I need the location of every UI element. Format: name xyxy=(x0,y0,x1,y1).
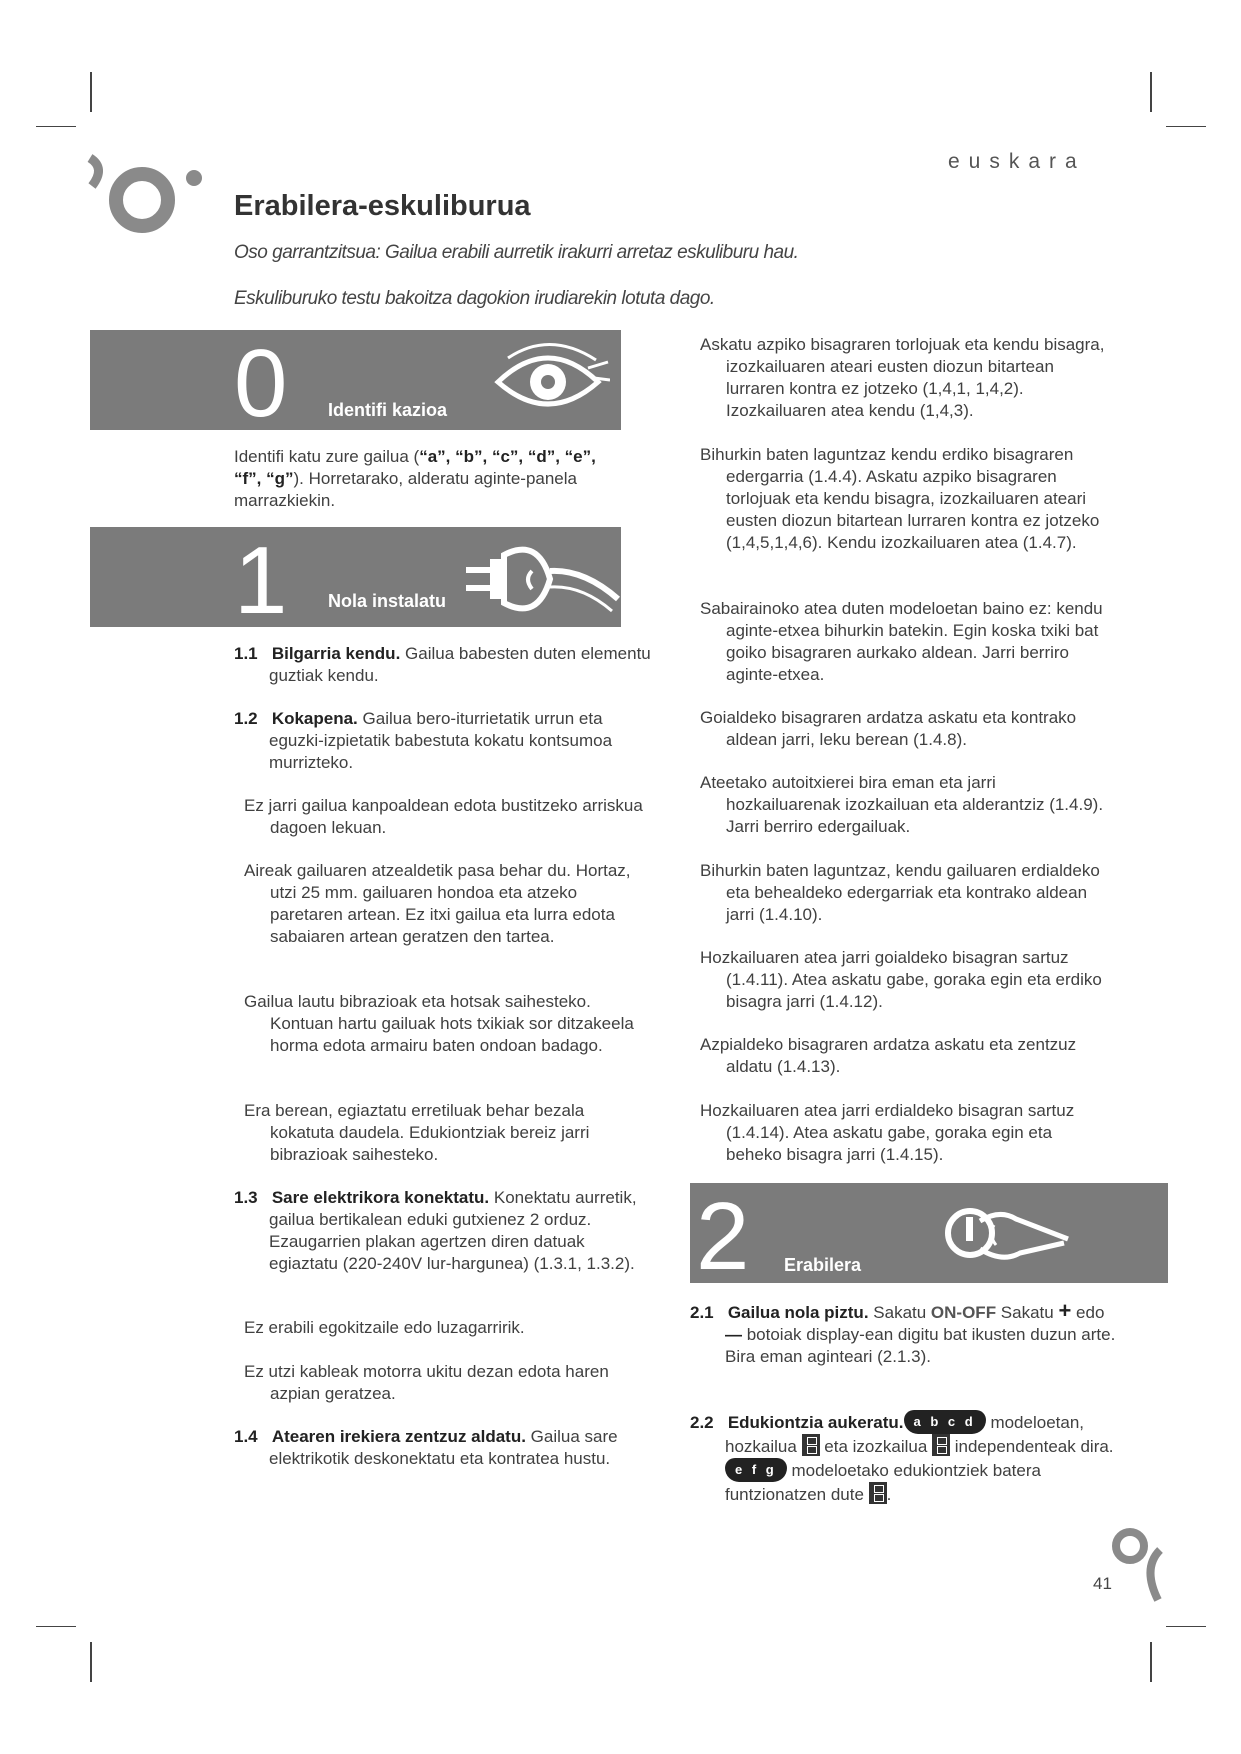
item-text: edo xyxy=(1071,1303,1105,1322)
note-outdoors: Ez jarri gailua kanpoaldean edota bustitzeko arriskua dagoen lekuan. xyxy=(244,796,643,837)
note-cables: Ez utzi kableak motorra ukitu dezan edota haren azpian geratzea. xyxy=(244,1362,609,1403)
item-number: 2.1 xyxy=(690,1303,714,1322)
section-1-band xyxy=(90,527,621,634)
step-fridge-door: Hozkailuaren atea jarri goialdeko bisagran sartuz (1.4.11). Atea askatu gabe, goraka egin eta erdiko bisagra jarri (1.4.12). xyxy=(700,948,1102,1011)
step-top-hinge: Goialdeko bisagraren ardatza askatu eta kontrako aldean jarri, leku berean (1.4.8). xyxy=(700,708,1077,749)
identify-text: Identifi katu zure gailua ( xyxy=(234,447,420,466)
fridge-compartment-icon xyxy=(802,1434,820,1456)
on-off-key: ON-OFF xyxy=(930,1303,997,1322)
finger-button-icon xyxy=(940,1199,1070,1273)
note-adapters: Ez erabili egokitzaile edo luzagarririk. xyxy=(244,1318,525,1337)
item-number: 2.2 xyxy=(690,1413,714,1432)
bubbles-corner-icon xyxy=(1108,1524,1166,1604)
note-trays: Era berean, egiaztatu erretiluak behar bezala kokatuta daudela. Edukiontziak bereiz jarri bibrazioak saihesteko. xyxy=(244,1101,590,1164)
item-heading: Edukiontzia aukeratu. xyxy=(727,1413,904,1432)
crop-mark xyxy=(36,126,76,127)
note-levelling: Gailua lautu bibrazioak eta hotsak saihesteko. Kontuan hartu gailuak hots txikiak sor ditzakeela horma edota armairu baten ondoan badago. xyxy=(244,992,634,1055)
item-text: modeloetako edukiontziek batera funtzionatzen dute xyxy=(725,1461,1041,1504)
model-badge-abcd: a b c d xyxy=(904,1410,986,1434)
item-text: Gailua babesten duten elementu guztiak kendu. xyxy=(269,644,651,685)
step-control-box: Sabairainoko atea duten modeloetan baino ez: kendu aginte-etxea bihurkin batekin. Egin koska txiki bat goiko bisagraren aurkako aldean. Jarri berriro aginte-etxea. xyxy=(700,599,1103,684)
item-text: botoiak display-ean digitu bat ikusten duzun arte. Bira eman aginteari (2.1.3). xyxy=(725,1325,1116,1366)
model-badge-efg: e f g xyxy=(725,1458,787,1482)
section-label: Identifi kazioa xyxy=(328,400,448,420)
item-2-1 xyxy=(690,1300,1125,1368)
language-label: euskara xyxy=(948,150,1086,173)
item-text: Gailua bero-iturrietatik urrun eta eguzki-izpietatik babestuta kokatu kontsumoa murrizteko. xyxy=(269,709,613,772)
intro-important: Oso garrantzitsua: Gailua erabili aurretik irakurri arretaz eskuliburu hau. xyxy=(234,242,799,263)
step-self-closers: Ateetako autoitxierei bira eman eta jarri hozkailuarenak izozkailuan eta alderantziz (1.4.9). Jarri berriro edergailuak. xyxy=(700,773,1104,836)
crop-mark xyxy=(36,1626,76,1627)
section-number: 1 xyxy=(234,527,288,634)
item-heading: Atearen irekiera zentzuz aldatu. xyxy=(271,1427,526,1446)
eye-icon xyxy=(490,338,610,422)
item-number: 1.4 xyxy=(234,1427,258,1446)
item-2-2 xyxy=(690,1410,1125,1506)
crop-mark xyxy=(90,1642,92,1682)
crop-mark xyxy=(1166,1626,1206,1627)
step-lower-hinge: Askatu azpiko bisagraren torlojuak eta kendu bisagra, izozkailuaren ateari eusten diozun bitartean lurraren kontra ez jotzeko (1,4,1, 1,4,2). Izozkailuaren atea kendu (1,4,3). xyxy=(700,335,1105,420)
item-number: 1.2 xyxy=(234,709,258,728)
note-airflow: Aireak gailuaren atzealdetik pasa behar du. Hortaz, utzi 25 mm. gailuaren hondoa eta atzeko paretaren artean. Ez itxi gailua eta lurra edota sabaiaren artean geratzen den tartea. xyxy=(244,861,631,946)
combined-compartment-icon xyxy=(869,1482,887,1504)
crop-mark xyxy=(1150,1642,1152,1682)
item-text: modeloetan, hozkailua xyxy=(725,1413,1085,1456)
item-1-3 xyxy=(234,1187,655,1275)
model-codes: “a”, “b”, “c”, “d”, “e”, “f”, “g” xyxy=(234,447,596,488)
item-heading: Gailua nola piztu. xyxy=(727,1303,869,1322)
minus-key: — xyxy=(725,1325,742,1344)
item-1-1 xyxy=(234,643,655,687)
section-0-band xyxy=(90,330,621,437)
step-trims: Bihurkin baten laguntzaz, kendu gailuaren erdialdeko eta behealdeko edergarriak eta kontrako aldean jarri (1.4.10). xyxy=(700,861,1100,924)
freezer-compartment-icon xyxy=(932,1434,950,1456)
intro-figures: Eskuliburuko testu bakoitza dagokion irudiarekin lotuta dago. xyxy=(234,288,715,309)
item-text: Sakatu xyxy=(868,1303,931,1322)
identify-paragraph xyxy=(234,446,620,512)
page-title: Erabilera-eskuliburua xyxy=(234,190,531,222)
item-1-4 xyxy=(234,1426,655,1470)
page-number: 41 xyxy=(1093,1574,1112,1593)
identify-text: ). Horretarako, alderatu aginte-panela marrazkiekin. xyxy=(234,469,577,510)
item-number: 1.1 xyxy=(234,644,258,663)
item-text: . xyxy=(886,1485,892,1504)
section-number: 0 xyxy=(234,330,288,437)
bubbles-logo-icon xyxy=(84,148,208,240)
crop-mark xyxy=(1166,126,1206,127)
crop-mark xyxy=(1150,72,1152,112)
item-text: Sakatu xyxy=(996,1303,1059,1322)
step-middle-hinge: Bihurkin baten laguntzaz kendu erdiko bisagraren edergarria (1.4.4). Askatu azpiko bisagraren torlojuak eta kendu bisagra, izozkailuaren ateari eusten diozun bitartean lurraren kontra ez jotzeko (1,4,5,1,4,6). Kendu izozkailuaren atea (1.4.7). xyxy=(700,445,1100,552)
item-heading: Sare elektrikora konektatu. xyxy=(271,1188,490,1207)
crop-mark xyxy=(90,72,92,112)
section-label: Erabilera xyxy=(784,1255,862,1275)
item-heading: Kokapena. xyxy=(271,709,358,728)
step-freezer-door: Hozkailuaren atea jarri erdialdeko bisagran sartuz (1.4.14). Atea askatu gabe, goraka egin eta beheko bisagra jarri (1.4.15). xyxy=(700,1101,1075,1164)
item-text: Gailua sare elektrikotik deskonektatu eta kontratea hustu. xyxy=(269,1427,618,1468)
item-text: eta izozkailua xyxy=(819,1437,933,1456)
item-heading: Bilgarria kendu. xyxy=(271,644,401,663)
step-bottom-pin: Azpialdeko bisagraren ardatza askatu eta zentzuz aldatu (1.4.13). xyxy=(700,1035,1077,1076)
item-1-2 xyxy=(234,708,655,774)
item-number: 1.3 xyxy=(234,1188,258,1207)
plug-icon xyxy=(460,541,620,617)
item-text: Konektatu aurretik, gailua bertikalean eduki gutxienez 2 orduz. Ezaugarrien plakan agertzen diren datuak egiaztatu (220-240V lur-hargunea) (1.3.1, 1.3.2). xyxy=(269,1188,637,1273)
plus-key: + xyxy=(1058,1298,1072,1323)
section-2-band xyxy=(690,1183,1168,1290)
item-text: independenteak dira. xyxy=(950,1437,1114,1456)
section-number: 2 xyxy=(696,1183,750,1290)
section-label: Nola instalatu xyxy=(328,591,447,611)
